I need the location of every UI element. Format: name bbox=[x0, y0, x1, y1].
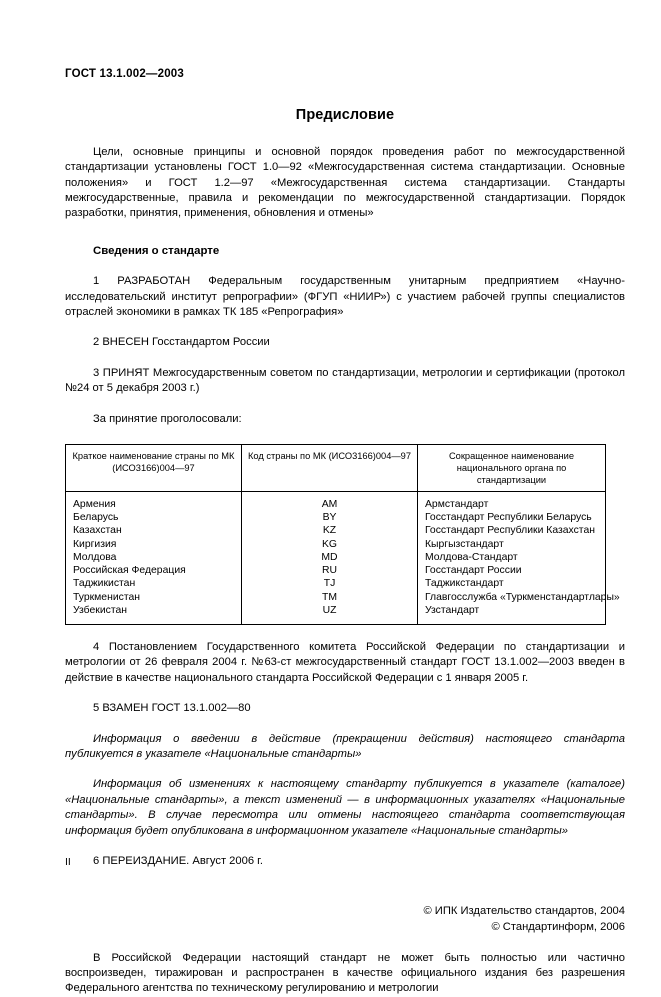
code-cell: BY bbox=[322, 512, 337, 524]
body-cell: Молдова-Стандарт bbox=[425, 551, 518, 563]
country-cell: Туркменистан bbox=[73, 591, 140, 603]
country-cell: Молдова bbox=[73, 551, 117, 563]
code-cell: KG bbox=[321, 538, 337, 550]
code-cell: AM bbox=[321, 499, 338, 511]
country-cell: Российская Федерация bbox=[73, 565, 186, 577]
code-cell: TJ bbox=[323, 578, 336, 590]
vote-table bbox=[65, 444, 620, 625]
code-cell: MD bbox=[321, 551, 338, 563]
body-cell: Таджикстандарт bbox=[425, 578, 504, 590]
body-cell: Кыргызстандарт bbox=[425, 538, 504, 550]
detail-item-3: 3 ПРИНЯТ Межгосударственным советом по стандартизации, метрологии и сертификации (протокол №24 от 5 декабря 2003 г.) bbox=[65, 366, 625, 395]
detail-item-1: 1 РАЗРАБОТАН Федеральным государственным унитарным предприятием «Научно-исследовательский институт репрографии» (ФГУП «НИИР») с участием рабочей группы специалистов отраслей экономики в рамках ТК 185 «Репрография» bbox=[65, 275, 625, 319]
body-cell: Главгосслужба «Туркменстандартлары» bbox=[425, 591, 620, 603]
country-cell: Киргизия bbox=[73, 538, 117, 550]
table-header-row bbox=[66, 445, 606, 492]
legal-notice-paragraph: В Российской Федерации настоящий стандарт не может быть полностью или частично воспроизведен, тиражирован и распространен в качестве официального издания без разрешения Федерального агентства по техническому регулированию и метрологии bbox=[65, 951, 625, 995]
page-number: II bbox=[65, 856, 71, 868]
code-cell: KZ bbox=[322, 525, 337, 537]
country-cell: Армения bbox=[73, 499, 116, 511]
column-header-body: Сокращенное наименование национального органа по стандартизации bbox=[418, 445, 606, 492]
body-cell: Госстандарт Республики Казахстан bbox=[425, 525, 595, 537]
body-list bbox=[418, 492, 620, 624]
country-cell: Беларусь bbox=[73, 512, 119, 524]
page-title: Предисловие bbox=[295, 106, 395, 123]
intro-paragraph: Цели, основные принципы и основной порядок проведения работ по межгосударственной стандартизации установлены ГОСТ 1.0—92 «Межгосударственная система стандартизации. Основные положения» и ГОСТ 1.2—97 «Межгосударственная система стандартизации. Стандарты межгосударственные, правила и рекомендации по межгосударственной стандартизации. Порядок разработки, принятия, применения, обновления и отмены» bbox=[65, 145, 625, 220]
country-list bbox=[66, 492, 241, 624]
code-cell: RU bbox=[321, 565, 337, 577]
copyright-line-1: © ИПК Издательство стандартов, 2004 bbox=[423, 905, 625, 918]
code-list bbox=[242, 492, 417, 624]
country-cell: Таджикистан bbox=[73, 578, 136, 590]
standard-number-header: ГОСТ 13.1.002—2003 bbox=[65, 68, 184, 80]
copyright-line-2: © Стандартинформ, 2006 bbox=[491, 920, 625, 933]
post-table-item-4: 4 Постановлением Государственного комитета Российской Федерации по стандартизации и метрологии от 26 февраля 2004 г. №63-ст межгосударственный стандарт ГОСТ 13.1.002—2003 введен в действие в качестве национального стандарта Российской Федерации с 1 января 2005 г. bbox=[65, 640, 625, 684]
table-row bbox=[66, 492, 606, 625]
body-cell: Узстандарт bbox=[425, 604, 480, 616]
post-table-item-5: 5 ВЗАМЕН ГОСТ 13.1.002—80 bbox=[93, 702, 251, 715]
details-heading: Сведения о стандарте bbox=[93, 244, 220, 257]
country-cell: Казахстан bbox=[73, 525, 122, 537]
body-cell: Госстандарт Республики Беларусь bbox=[425, 512, 592, 524]
body-cell: Армстандарт bbox=[425, 499, 489, 511]
column-header-code: Код страны по МК (ИСО3166)004—97 bbox=[242, 445, 418, 492]
country-cell: Узбекистан bbox=[73, 604, 127, 616]
vote-table-container bbox=[65, 444, 625, 625]
code-cell: UZ bbox=[322, 604, 337, 616]
notice-introduction: Информация о введении в действие (прекращении действия) настоящего стандарта публикуется в указателе «Национальные стандарты» bbox=[65, 732, 625, 760]
post-table-item-6: 6 ПЕРЕИЗДАНИЕ. Август 2006 г. bbox=[93, 854, 263, 867]
body-cell: Госстандарт России bbox=[425, 565, 522, 577]
notice-amendments: Информация об изменениях к настоящему стандарту публикуется в указателе (каталоге) «Национальные стандарты», а текст изменений — в информационных указателях «Национальные стандарты». В случае пересмотра или отмены настоящего стандарта соответствующая информация будет опубликована в информационном указателе «Национальные стандарты» bbox=[65, 778, 625, 837]
vote-intro-text: За принятие проголосовали: bbox=[93, 412, 242, 425]
detail-item-2: 2 ВНЕСЕН Госстандартом России bbox=[93, 336, 270, 349]
column-header-country: Краткое наименование страны по МК (ИСО3166)004—97 bbox=[66, 445, 242, 492]
table-cell-codes bbox=[242, 492, 418, 625]
table-cell-countries bbox=[66, 492, 242, 625]
code-cell: TM bbox=[321, 591, 337, 603]
copyright-block bbox=[65, 904, 625, 935]
table-cell-bodies bbox=[418, 492, 620, 625]
page-content bbox=[65, 0, 625, 997]
